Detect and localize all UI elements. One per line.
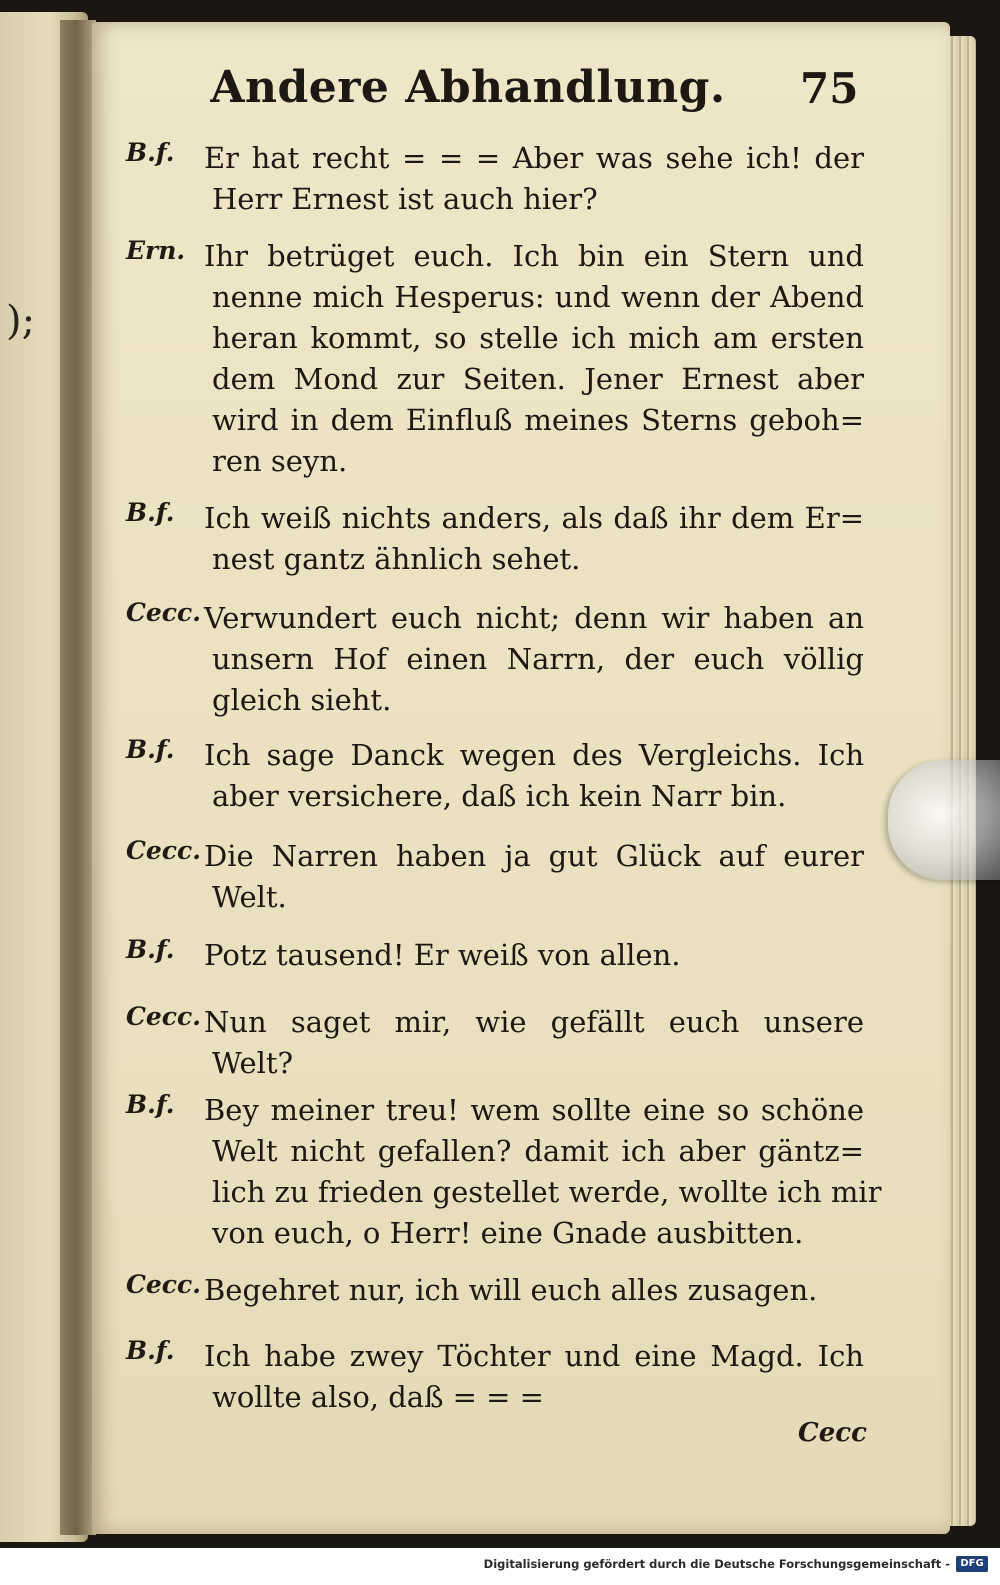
page-number: 75	[800, 64, 859, 113]
text-line: Herr Ernest ist auch hier?	[212, 182, 598, 216]
speaker-label: B.f.	[126, 735, 175, 764]
text-line: wollte also, daß = = =	[212, 1380, 544, 1414]
speech-lines	[204, 138, 864, 220]
speaker-label: Cecc.	[126, 598, 201, 627]
text-line: Welt?	[212, 1046, 294, 1080]
speech-lines	[204, 1270, 864, 1311]
text-line: Nun saget mir, wie gefällt euch unsere	[204, 1005, 864, 1039]
text-line: Welt nicht gefallen? damit ich aber gäntz=	[212, 1134, 864, 1168]
text-line: von euch, o Herr! eine Gnade ausbitten.	[212, 1216, 804, 1250]
text-line: Er hat recht = = = Aber was sehe ich! der	[204, 141, 864, 175]
text-line: aber versichere, daß ich kein Narr bin.	[212, 779, 787, 813]
text-line: gleich sieht.	[212, 683, 392, 717]
catchword: Cecc	[798, 1418, 867, 1448]
text-line: Begehret nur, ich will euch alles zusagen.	[204, 1273, 818, 1307]
text-line: ren seyn.	[212, 444, 348, 478]
text-line: nenne mich Hesperus: und wenn der Abend	[212, 280, 864, 314]
speech-lines	[204, 498, 864, 580]
text-line: Welt.	[212, 880, 287, 914]
speaker-label: B.f.	[126, 138, 175, 167]
text-line: dem Mond zur Seiten. Jener Ernest aber	[212, 362, 864, 396]
speech-lines	[204, 236, 864, 482]
speech-lines	[204, 735, 864, 817]
glass-page-weight	[888, 760, 1000, 880]
running-head: Andere Abhandlung.	[210, 62, 726, 113]
text-line: Ich sage Danck wegen des Vergleichs. Ich	[204, 738, 864, 772]
text-line: Die Narren haben ja gut Glück auf eurer	[204, 839, 864, 873]
book-gutter	[60, 20, 96, 1535]
speaker-label: B.f.	[126, 498, 175, 527]
dfg-logo: DFG	[956, 1556, 988, 1572]
speech-lines	[204, 1336, 864, 1418]
speech-lines	[204, 1090, 882, 1254]
speech-lines	[204, 935, 864, 976]
speaker-label: Cecc.	[126, 836, 201, 865]
text-line: wird in dem Einfluß meines Sterns geboh=	[212, 403, 864, 437]
text-line: Ich habe zwey Töchter und eine Magd. Ich	[204, 1339, 864, 1373]
text-line: Bey meiner treu! wem sollte eine so schöne	[204, 1093, 864, 1127]
speech-lines	[204, 836, 864, 918]
text-line: nest gantz ähnlich sehet.	[212, 542, 581, 576]
previous-page-fragment: );	[6, 298, 36, 344]
speaker-label: Cecc.	[126, 1270, 201, 1299]
speaker-label: B.f.	[126, 1090, 175, 1119]
speaker-label: B.f.	[126, 1336, 175, 1365]
text-line: Verwundert euch nicht; denn wir haben an	[204, 601, 864, 635]
text-line: Ich weiß nichts anders, als daß ihr dem Er=	[204, 501, 864, 535]
speech-lines	[204, 598, 864, 721]
speech-lines	[204, 1002, 864, 1084]
text-line: heran kommt, so stelle ich mich am ersten	[212, 321, 864, 355]
speaker-label: Ern.	[126, 236, 186, 265]
text-line: lich zu frieden gestellet werde, wollte ich mir	[212, 1175, 882, 1209]
text-line: Potz tausend! Er weiß von allen.	[204, 938, 681, 972]
footer-credit-text: Digitalisierung gefördert durch die Deutsche Forschungsgemeinschaft -	[483, 1557, 950, 1571]
text-line: unsern Hof einen Narrn, der euch völlig	[212, 642, 864, 676]
footer-credit-bar	[0, 1548, 1000, 1585]
speaker-label: Cecc.	[126, 1002, 201, 1031]
text-line: Ihr betrüget euch. Ich bin ein Stern und	[204, 239, 864, 273]
speaker-label: B.f.	[126, 935, 175, 964]
